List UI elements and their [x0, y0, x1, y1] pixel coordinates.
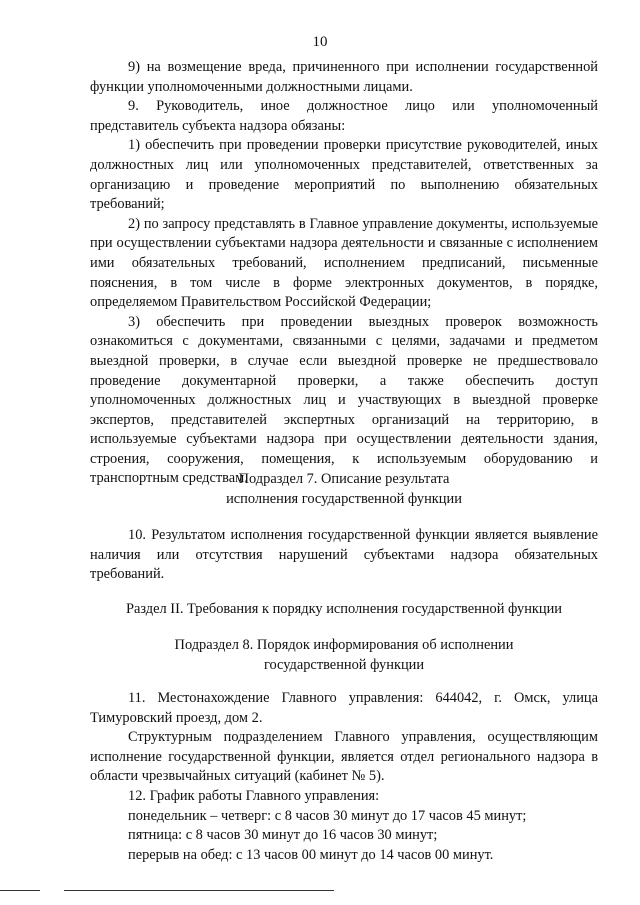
footer-rule-middle: [64, 890, 334, 891]
location-and-schedule-block: [90, 689, 598, 865]
paragraph-12-title: 12. График работы Главного управления:: [128, 787, 380, 804]
obligations-block: [90, 58, 598, 489]
footer-rule-left: [0, 890, 40, 891]
paragraph-9-3: 3) обеспечить при проведении выездных проверок возможность ознакомиться с документами, связанными с целями, задачами и предметом выездной проверки, в случае если выездной проверке не предшествовало проведение документарной проверки, а также обеспечить доступ уполномоченных должностных лиц и участвующих в выездной проверке экспертов, представителей экспертных организаций на территорию, в используемые субъектами надзора при осуществлении деятельности здания, строения, сооружения, помещения, к используемым оборудованию и транспортным средствам.: [90, 313, 598, 487]
schedule-mon-thu: понедельник – четверг: с 8 часов 30 минут до 17 часов 45 минут;: [128, 807, 527, 824]
section-2-heading: [90, 600, 598, 620]
page-number: 10: [312, 34, 328, 50]
subsection-7-heading: [90, 470, 598, 509]
paragraph-10: 10. Результатом исполнения государственной функции является выявление наличия или отсутствия нарушений субъектами надзора обязательных требований.: [90, 527, 598, 583]
paragraph-item-9: 9) на возмещение вреда, причиненного при исполнении государственной функции уполномоченными должностными лицами.: [90, 59, 598, 95]
schedule-lunch: перерыв на обед: с 13 часов 00 минут до 14 часов 00 минут.: [128, 846, 494, 863]
paragraph-9-2: 2) по запросу представлять в Главное управление документы, используемые при осуществлении субъектами надзора деятельности и связанные с исполнением ими обязательных требований, исполнением предписаний, письменные пояснения, в том числе в форме электронных документов, в порядке, определяемом Правительством Российской Федерации;: [90, 215, 598, 311]
paragraph-11: 11. Местонахождение Главного управления: 644042, г. Омск, улица Тимуровский проезд, дом 2.: [90, 690, 598, 726]
section-2-title: Раздел II. Требования к порядку исполнения государственной функции: [125, 601, 563, 617]
paragraph-9-intro: 9. Руководитель, иное должностное лицо или уполномоченный представитель субъекта надзора обязаны:: [90, 98, 598, 134]
paragraph-10-block: [90, 526, 598, 585]
subsection-7-line-1: Подраздел 7. Описание результата: [238, 471, 450, 487]
paragraph-9-1: 1) обеспечить при проведении проверки присутствие руководителей, иных должностных лиц или уполномоченных представителей, ответственных за организацию и проведение мероприятий по выполнению обязательных требований;: [90, 137, 598, 213]
schedule-fri: пятница: с 8 часов 30 минут до 16 часов 30 минут;: [128, 827, 438, 844]
subsection-7-line-2: исполнения государственной функции: [226, 490, 462, 507]
paragraph-11-structural-unit: Структурным подразделением Главного управления, осуществляющим исполнение государственной функции, является отдел регионального надзора в области чрезвычайных ситуаций (кабинет № 5).: [90, 729, 598, 785]
subsection-8-line-2: государственной функции: [263, 656, 425, 673]
subsection-8-heading: [90, 636, 598, 675]
subsection-8-line-1: Подраздел 8. Порядок информирования об исполнении: [174, 637, 514, 653]
